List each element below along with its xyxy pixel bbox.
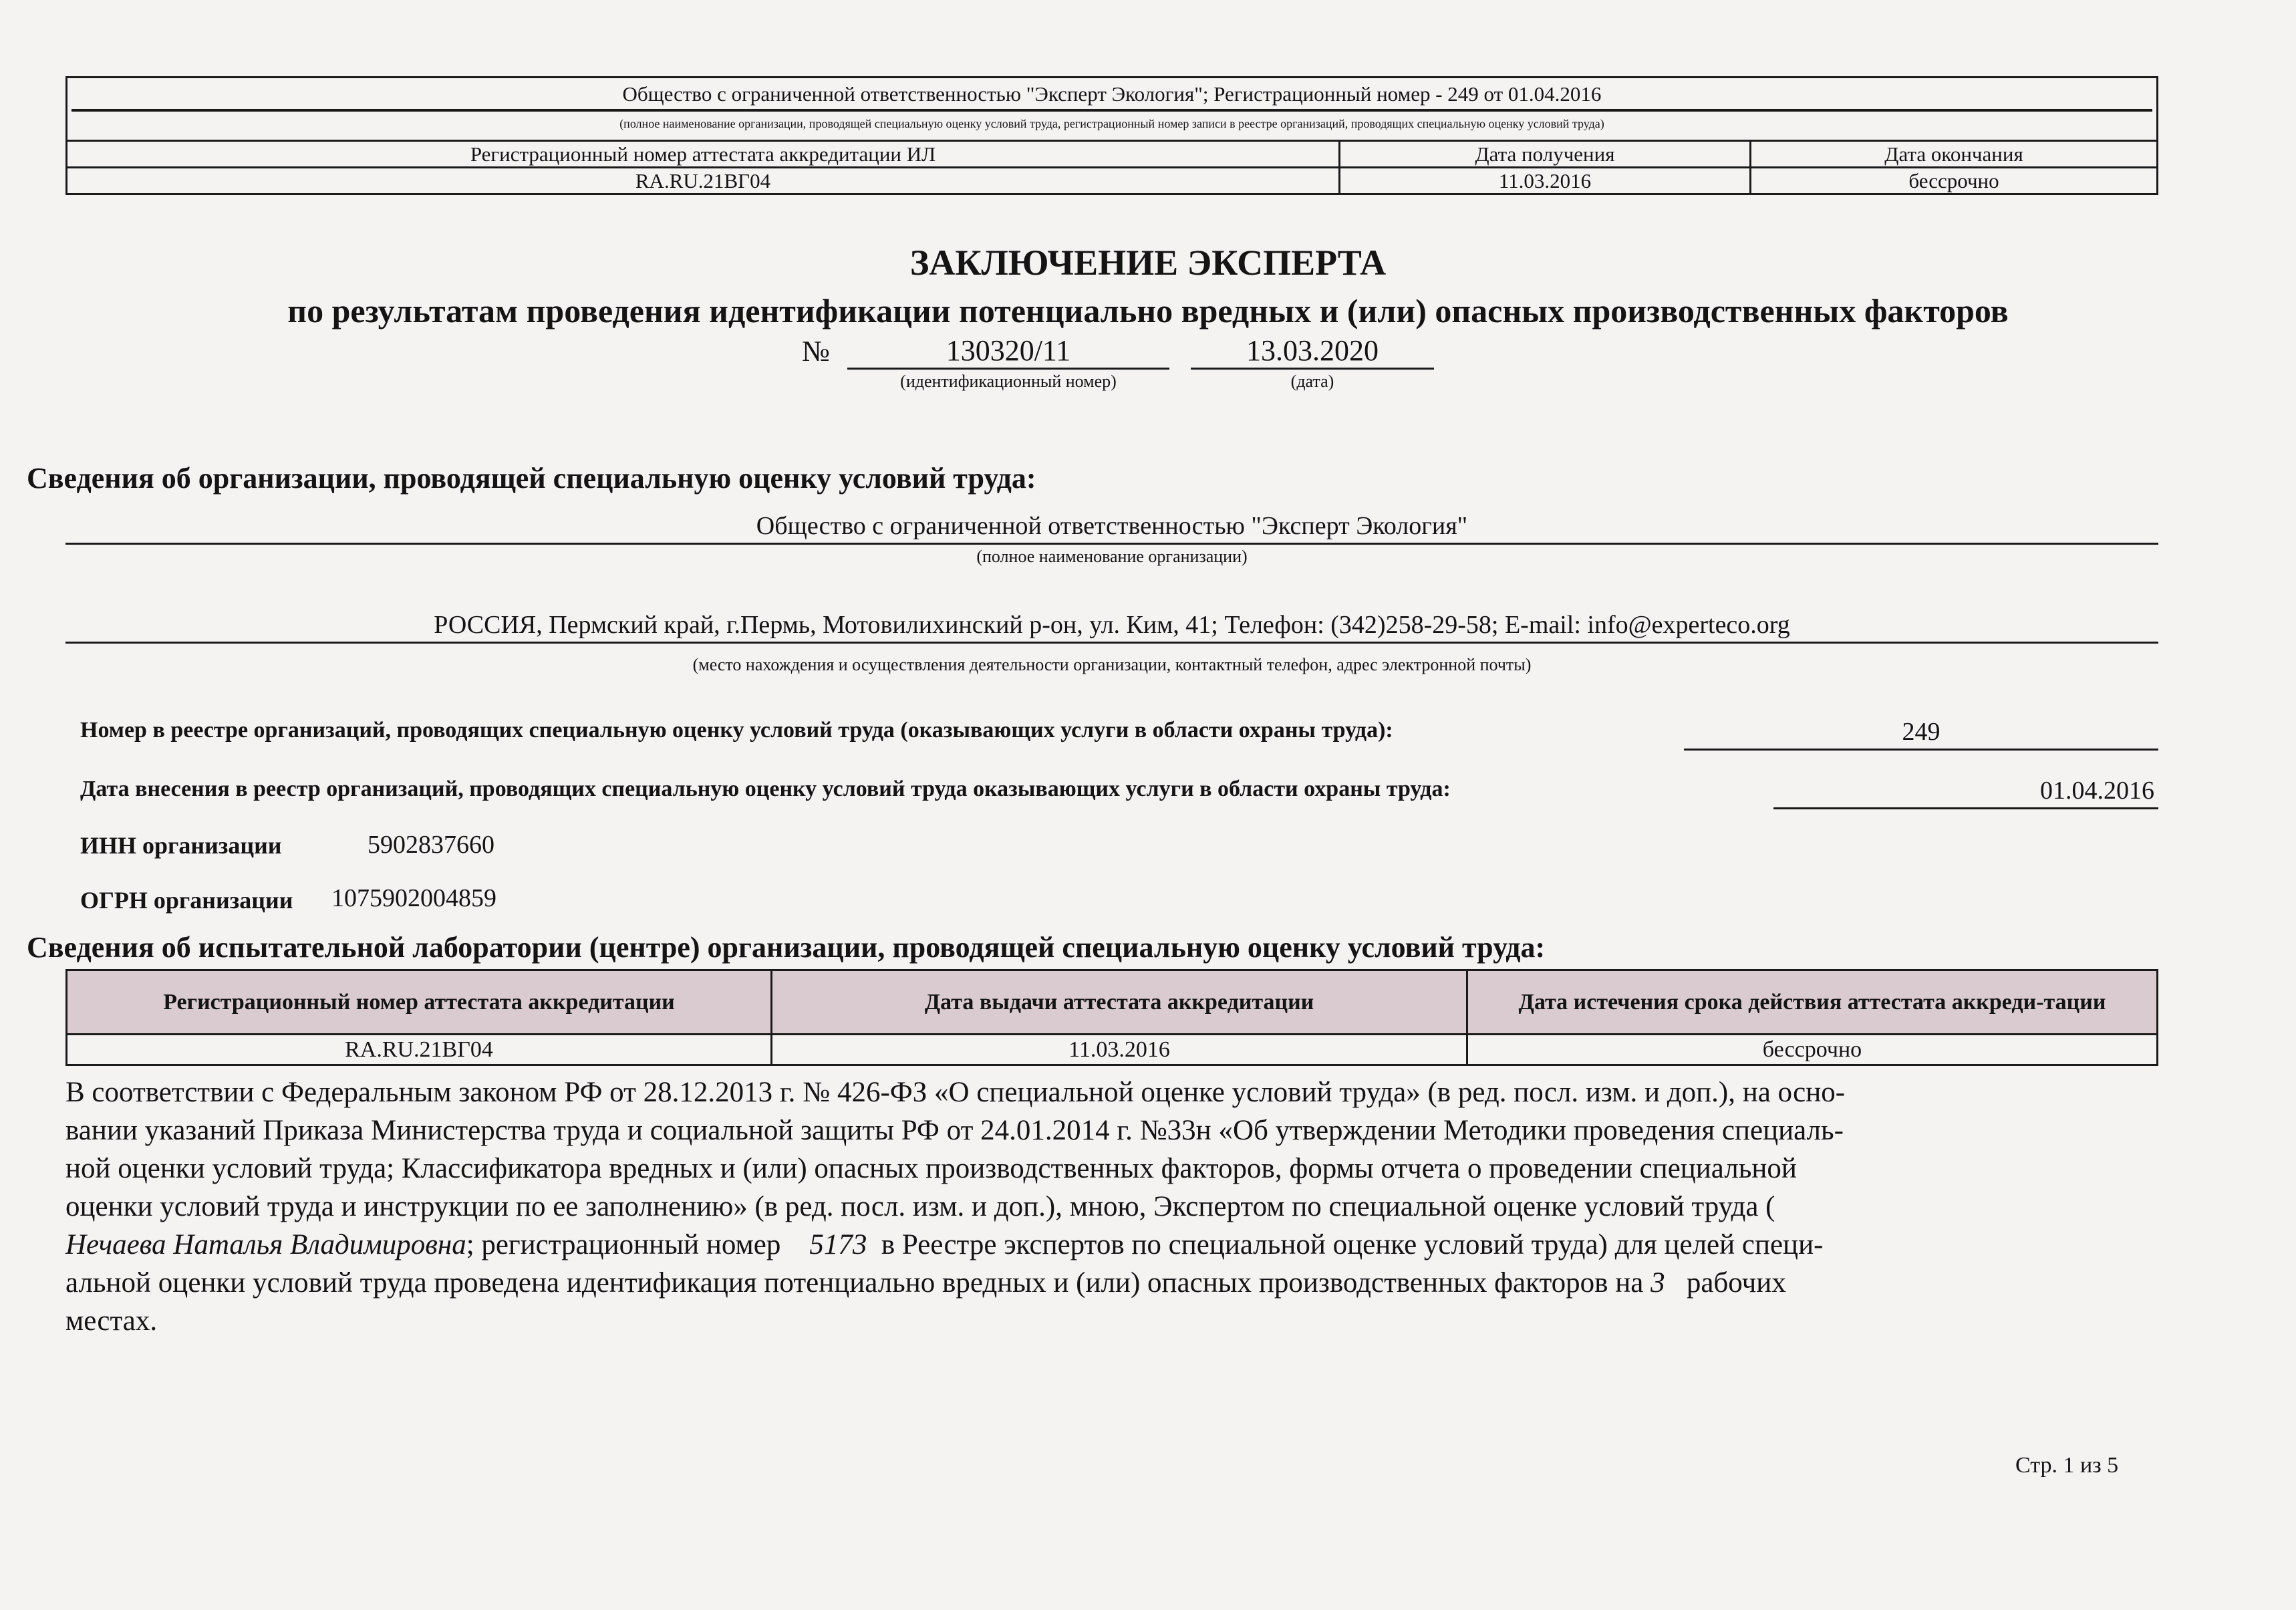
organization-name: Общество с ограниченной ответственностью "Эксперт Экология" — [65, 509, 2158, 545]
lab-accreditation-column-header: Регистрационный номер аттестата аккредитации — [67, 970, 772, 1035]
organization-header-table — [65, 76, 2158, 195]
accreditation-value: RA.RU.21ВГ04 — [67, 168, 1340, 194]
lab-accreditation-value: RA.RU.21ВГ04 — [67, 1035, 772, 1065]
paragraph-line-7: местах. — [65, 1305, 158, 1337]
registry-date-label: Дата внесения в реестр организаций, проводящих специальную оценку условий труда оказывающих услуги в области охраны труда: — [80, 777, 1451, 801]
inn-label: ИНН организации — [80, 832, 282, 859]
organization-line-caption: (полное наименование организации, проводящей специальную оценку условий труда, регистрационный номер записи в реестре организаций, проводящих специальную оценку условий труда) — [619, 117, 1604, 130]
registration-number-text: ; регистрационный номер — [466, 1229, 781, 1260]
laboratory-table — [65, 969, 2158, 1066]
lab-issue-date-column-header: Дата выдачи аттестата аккредитации — [772, 970, 1467, 1035]
paragraph-line-6 — [65, 1264, 2177, 1302]
paragraph-line-1: В соответствии с Федеральным законом РФ от 28.12.2013 г. № 426-ФЗ «О специальной оценке условий труда» (в ред. посл. изм. и доп.), на осно- — [65, 1077, 1846, 1108]
ogrn-label: ОГРН организации — [80, 887, 293, 914]
organization-section-heading: Сведения об организации, проводящей специальную оценку условий труда: — [27, 462, 1036, 495]
organization-address: РОССИЯ, Пермский край, г.Пермь, Мотовилихинский р-он, ул. Ким, 41; Телефон: (342)258-29-58; E-mail: info@experteco.org — [65, 608, 2158, 644]
organization-name-caption: (полное наименование организации) — [976, 547, 1248, 566]
registry-number-value: 249 — [1684, 715, 2158, 751]
registry-date-value: 01.04.2016 — [1773, 774, 2158, 809]
registry-number-label: Номер в реестре организаций, проводящих специальную оценку условий труда (оказывающих услуги в области охраны труда): — [80, 718, 1393, 743]
paragraph-line-3: ной оценки условий труда; Классификатора вредных и (или) опасных производственных факторов, формы отчета о проведении специальной — [65, 1153, 1797, 1184]
organization-address-caption: (место нахождения и осуществления деятельности организации, контактный телефон, адрес электронной почты) — [692, 655, 1532, 674]
identification-number: 130320/11 — [847, 334, 1169, 370]
paragraph-line-5 — [65, 1226, 2177, 1264]
expert-registration-number: 5173 — [809, 1229, 867, 1260]
conclusion-paragraph — [65, 1073, 2177, 1340]
expert-name: Нечаева Наталья Владимировна — [65, 1229, 466, 1260]
page-number: Стр. 1 из 5 — [2015, 1453, 2119, 1478]
page-subtitle: по результатам проведения идентификации потенциально вредных и (или) опасных производственных факторов — [287, 292, 2009, 329]
ogrn-value: 1075902004859 — [331, 884, 496, 912]
number-sign: № — [802, 335, 830, 368]
lab-issue-date-value: 11.03.2016 — [772, 1035, 1467, 1065]
document-date: 13.03.2020 — [1191, 334, 1434, 370]
workplaces-word: рабочих — [1686, 1267, 1786, 1299]
end-value: бессрочно — [1751, 168, 2158, 194]
received-value: 11.03.2016 — [1340, 168, 1751, 194]
paragraph-line-2: вании указаний Приказа Министерства труда и социальной защиты РФ от 24.01.2014 г. №33н «Об утверждении Методики проведения специаль- — [65, 1115, 1844, 1146]
lab-expiry-value: бессрочно — [1467, 1035, 2158, 1065]
document-date-caption: (дата) — [1290, 372, 1334, 391]
organization-line: Общество с ограниченной ответственностью "Эксперт Экология"; Регистрационный номер - 249 от 01.04.2016 — [71, 82, 2152, 112]
end-column-header: Дата окончания — [1751, 141, 2158, 168]
identification-text: альной оценки условий труда проведена идентификация потенциально вредных и (или) опасных производственных факторов на — [65, 1267, 1644, 1299]
paragraph-line-4: оценки условий труда и инструкции по ее заполнению» (в ред. посл. изм. и доп.), мною, Экспертом по специальной оценке условий труда ( — [65, 1191, 1775, 1222]
laboratory-section-heading: Сведения об испытательной лаборатории (центре) организации, проводящей специальную оценку условий труда: — [27, 931, 1546, 964]
lab-expiry-column-header: Дата истечения срока действия аттестата аккреди-тации — [1467, 970, 2158, 1035]
identification-number-caption: (идентификационный номер) — [900, 372, 1117, 391]
page-title: ЗАКЛЮЧЕНИЕ ЭКСПЕРТА — [909, 243, 1387, 283]
workplaces-count: 3 — [1651, 1267, 1665, 1299]
inn-value: 5902837660 — [368, 831, 494, 859]
registry-text: в Реестре экспертов по специальной оценке условий труда) для целей специ- — [881, 1229, 1824, 1260]
received-column-header: Дата получения — [1340, 141, 1751, 168]
accreditation-column-header: Регистрационный номер аттестата аккредитации ИЛ — [67, 141, 1340, 168]
